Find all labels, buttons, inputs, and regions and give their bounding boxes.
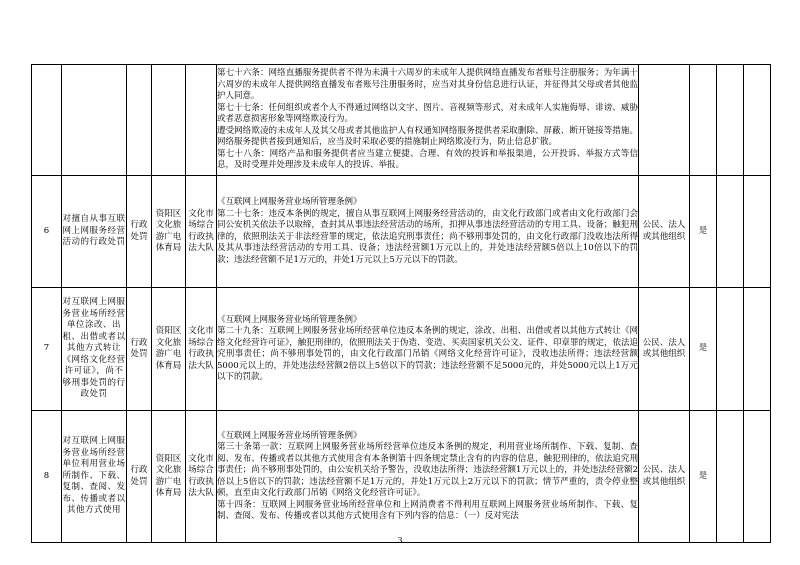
cell-empty <box>717 176 744 288</box>
row-number: 6 <box>32 176 62 288</box>
cell-empty <box>744 176 771 288</box>
item-department: 资阳区文化旅游广电体育局 <box>152 176 186 288</box>
basis-paragraph: 《互联网上网服务营业场所管理条例》 <box>217 314 362 325</box>
basis-paragraph: 第七十七条：任何组织或者个人不得通过网络以文字、图片、音视频等形式，对未成年人实施侮辱、诽谤、威胁或者恶意损害形象等网络欺凌行为。 <box>217 102 638 125</box>
basis-paragraph: 第十四条：互联网上网服务营业场所经营单位和上网消费者不得利用互联网上网服务营业场所制作、下载、复制、查阅、发布、传播或者以其他方式使用含有下列内容的信息：（一）反对宪法 <box>217 499 638 521</box>
cell-basis <box>217 288 639 411</box>
item-flag: 是 <box>690 176 717 288</box>
enforcement-table <box>31 64 771 543</box>
basis-paragraph: 第七十八条：网络产品和服务提供者应当建立便捷、合理、有效的投诉和举报渠道，公开投诉、举报方式等信息，及时受理并处理涉及未成年人的投诉、举报。 <box>217 148 638 171</box>
item-target: 公民、法人或其他组织 <box>639 288 690 411</box>
item-unit: 文化市场综合行政执法大队 <box>186 288 217 411</box>
cell-basis <box>217 176 639 288</box>
item-target: 公民、法人或其他组织 <box>639 176 690 288</box>
cell-empty <box>717 411 744 543</box>
cell-category <box>127 65 152 176</box>
cell-basis <box>217 65 639 176</box>
row-number: 8 <box>32 411 62 543</box>
cell-empty <box>744 288 771 411</box>
table-row-continuation <box>32 65 771 176</box>
cell-unit <box>186 65 217 176</box>
cell-empty <box>744 411 771 543</box>
item-name: 对互联网上网服务营业场所经营单位涂改、出租、出借或者以其他方式转让《网络文化经营许可证》，尚不够刑事处罚的行政处罚 <box>62 288 127 411</box>
row-number: 7 <box>32 288 62 411</box>
item-name: 对互联网上网服务营业场所经营单位利用营业场所制作、下载、复制、查阅、发布、传播或者以其他方式使用 <box>62 411 127 543</box>
table-row <box>32 288 771 411</box>
item-flag: 是 <box>690 411 717 543</box>
item-category: 行政处罚 <box>127 411 152 543</box>
cell-basis <box>217 411 639 543</box>
item-category: 行政处罚 <box>127 176 152 288</box>
item-unit: 文化市场综合行政执法大队 <box>186 176 217 288</box>
basis-paragraph: 第二十九条：互联网上网服务营业场所经营单位违反本条例的规定，涂改、出租、出借或者以其他方式转让《网络文化经营许可证》，触犯刑律的，依照刑法关于伪造、变造、买卖国家机关公文、证件、印章罪的规定，依法追究刑事责任；尚不够刑事处罚的，由文化行政部门吊销《网络文化经营许可证》，没收违法所得；违法经营额5000元以上的，并处违法经营额2倍以上5倍以下的罚款；违法经营额不足5000元的，并处5000元以上1万元以下的罚款。 <box>217 326 638 382</box>
cell-target <box>639 65 690 176</box>
item-name: 对擅自从事互联网上网服务经营活动的行政处罚 <box>62 176 127 288</box>
basis-paragraph: 第七十六条：网络直播服务提供者不得为未满十六周岁的未成年人提供网络直播发布者账号注册服务；为年满十六周岁的未成年人提供网络直播发布者账号注册服务时，应当对其身份信息进行认证，并征得其父母或者其他监护人同意。 <box>217 68 638 102</box>
cell-name <box>62 65 127 176</box>
basis-paragraph: 第二十七条：违反本条例的规定，擅自从事互联网上网服务经营活动的，由文化行政部门或者由文化行政部门会同公安机关依法予以取缔，查封其从事违法经营活动的场所，扣押从事违法经营活动的专用工具、设备；触犯刑律的，依照刑法关于非法经营罪的规定，依法追究刑事责任；尚不够刑事处罚的，由文化行政部门没收违法所得及其从事违法经营活动的专用工具、设备；违法经营额1万元以上的，并处违法经营额5倍以上10倍以下的罚款；违法经营额不足1万元的，并处1万元以上5万元以下的罚款。 <box>217 208 638 265</box>
item-category: 行政处罚 <box>127 288 152 411</box>
basis-paragraph: 第三十条第一款：互联网上网服务营业场所经营单位违反本条例的规定，利用营业场所制作、下载、复制、查阅、发布、传播或者以其他方式使用含有本条例第十四条规定禁止含有的内容的信息，触犯刑律的，依法追究刑事责任；尚不够刑事处罚的，由公安机关给予警告，没收违法所得；违法经营额1万元以上的，并处违法经营额2倍以上5倍以下的罚款；违法经营额不足1万元的，并处1万元以上2万元以下的罚款；情节严重的，责令停业整顿，直至由文化行政部门吊销《网络文化经营许可证》。 <box>217 442 638 498</box>
cell-flag <box>690 65 717 176</box>
item-flag: 是 <box>690 288 717 411</box>
item-target: 公民、法人或其他组织 <box>639 411 690 543</box>
cell-empty <box>744 65 771 176</box>
item-department: 资阳区文化旅游广电体育局 <box>152 411 186 543</box>
cell-empty <box>717 65 744 176</box>
item-department: 资阳区文化旅游广电体育局 <box>152 288 186 411</box>
cell-num <box>32 65 62 176</box>
page-number: 3 <box>397 536 403 545</box>
basis-paragraph: 《互联网上网服务营业场所管理条例》 <box>217 197 362 207</box>
cell-department <box>152 65 186 176</box>
item-unit: 文化市场综合行政执法大队 <box>186 411 217 543</box>
cell-empty <box>717 288 744 411</box>
table-row <box>32 176 771 288</box>
basis-paragraph: 遭受网络欺凌的未成年人及其父母或者其他监护人有权通知网络服务提供者采取删除、屏蔽、断开链接等措施。网络服务提供者接到通知后，应当及时采取必要的措施制止网络欺凌行为，防止信息扩散。 <box>217 125 638 148</box>
table-row <box>32 411 771 543</box>
basis-paragraph: 《互联网上网服务营业场所管理条例》 <box>217 430 362 441</box>
